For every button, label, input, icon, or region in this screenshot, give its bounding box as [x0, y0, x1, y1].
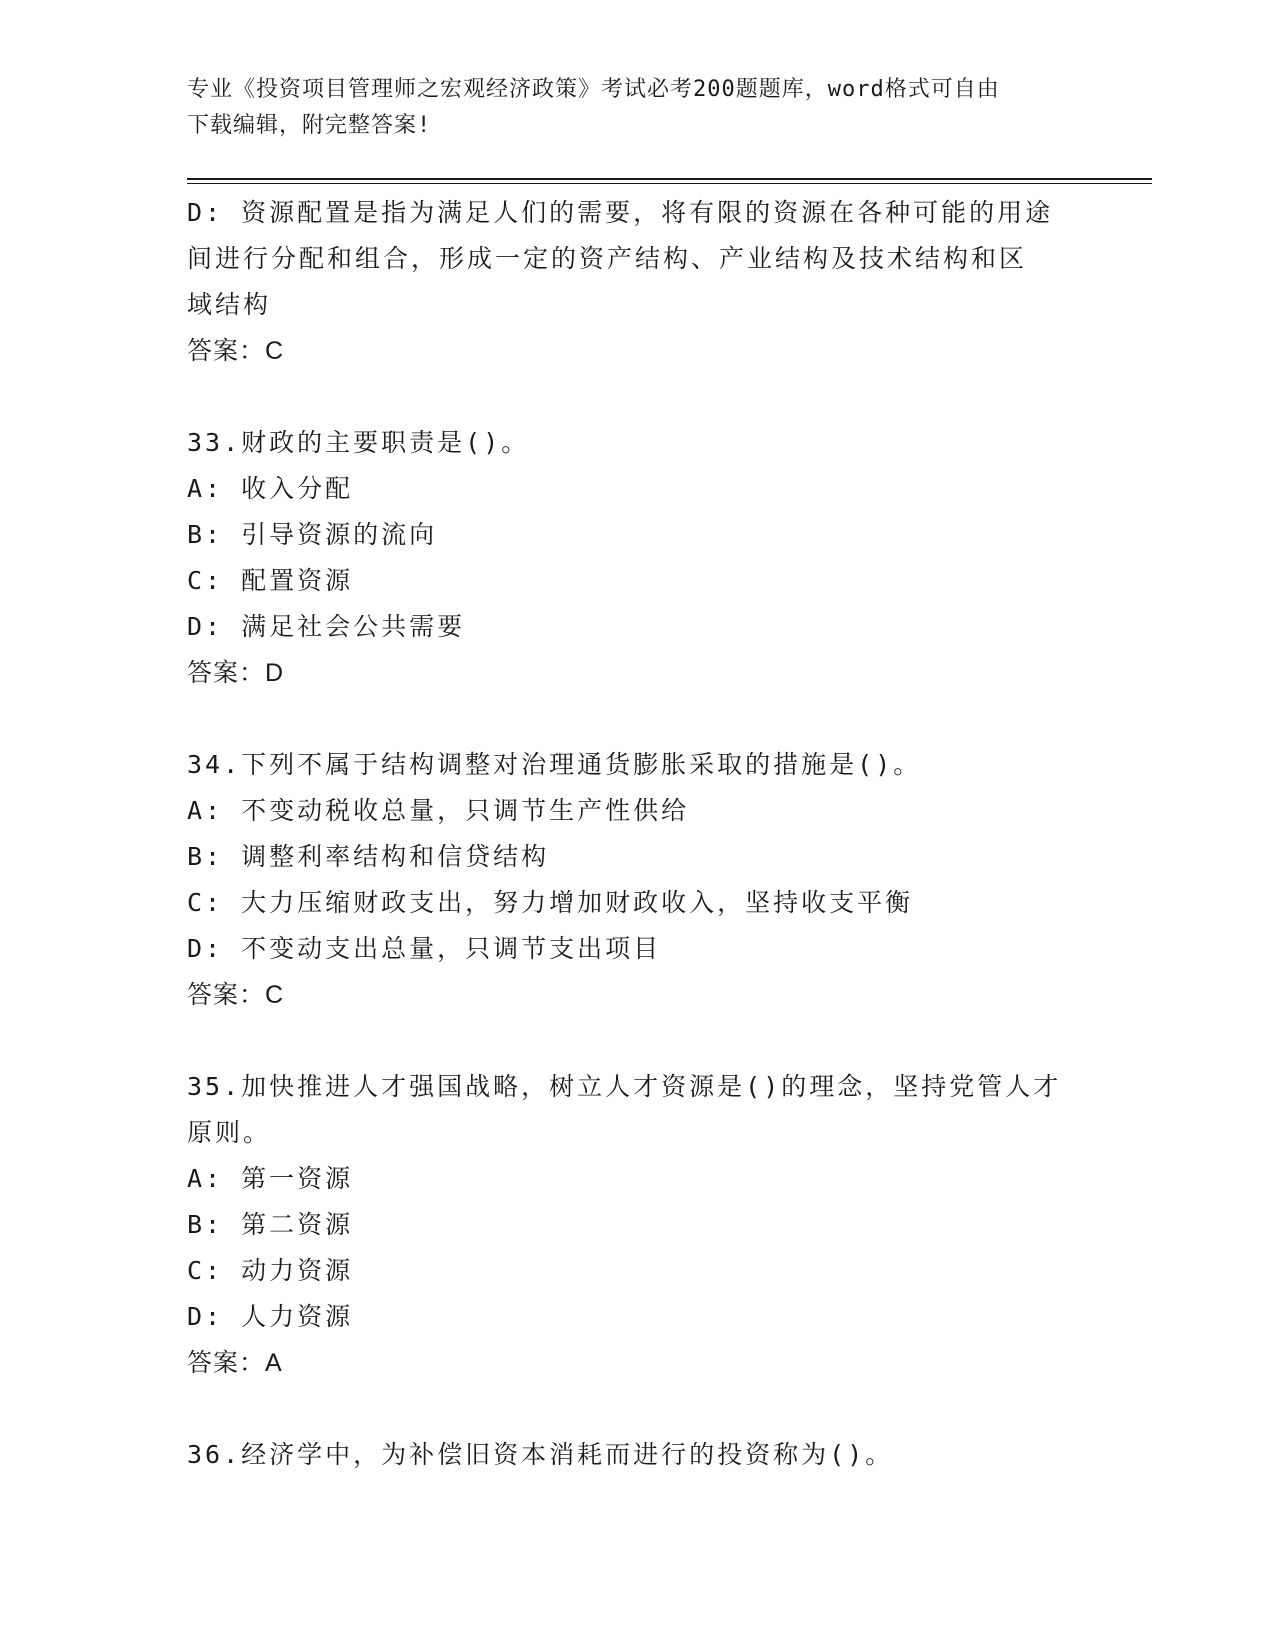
answer-line: 答案：C [187, 337, 285, 365]
option-c: C: 大力压缩财政支出，努力增加财政收入，坚持收支平衡 [187, 888, 914, 917]
question-stem: 35.加快推进人才强国战略，树立人才资源是()的理念，坚持党管人才 [187, 1072, 1062, 1101]
question-stem: 33.财政的主要职责是()。 [187, 428, 530, 457]
header-line-2: 下载编辑，附完整答案! [187, 113, 432, 138]
header-line-1: 专业《投资项目管理师之宏观经济政策》考试必考200题题库，word格式可自由 [187, 77, 1000, 102]
spacer [187, 1386, 1087, 1432]
question-34 [187, 742, 1087, 1018]
question-stem: 34.下列不属于结构调整对治理通货膨胀采取的措施是()。 [187, 750, 922, 779]
question-36 [187, 1432, 1087, 1478]
option-d: D: 满足社会公共需要 [187, 612, 466, 641]
option-d-line: D: 资源配置是指为满足人们的需要，将有限的资源在各种可能的用途 [187, 198, 1054, 227]
question-33 [187, 420, 1087, 696]
option-b: B: 第二资源 [187, 1210, 354, 1239]
option-c: C: 动力资源 [187, 1256, 354, 1285]
question-stem: 36.经济学中，为补偿旧资本消耗而进行的投资称为()。 [187, 1440, 894, 1469]
question-35 [187, 1064, 1087, 1386]
header-divider-thick [187, 178, 1152, 180]
spacer [187, 374, 1087, 420]
spacer [187, 1018, 1087, 1064]
option-a: A: 收入分配 [187, 474, 354, 503]
option-b: B: 调整利率结构和信贷结构 [187, 842, 550, 871]
option-d-line: 间进行分配和组合，形成一定的资产结构、产业结构及技术结构和区 [187, 244, 1028, 273]
answer-line: 答案：D [187, 659, 285, 687]
option-d: D: 不变动支出总量，只调节支出项目 [187, 934, 662, 963]
option-d: D: 人力资源 [187, 1302, 354, 1331]
option-d-line: 域结构 [187, 290, 272, 319]
spacer [187, 696, 1087, 742]
answer-line: 答案：A [187, 1349, 283, 1377]
question-32-continuation [187, 190, 1087, 374]
header-divider-thin [187, 183, 1152, 184]
option-b: B: 引导资源的流向 [187, 520, 438, 549]
option-a: A: 不变动税收总量，只调节生产性供给 [187, 796, 690, 825]
option-c: C: 配置资源 [187, 566, 354, 595]
option-a: A: 第一资源 [187, 1164, 354, 1193]
answer-line: 答案：C [187, 981, 285, 1009]
question-content [187, 190, 1087, 1478]
question-stem-continued: 原则。 [187, 1118, 272, 1147]
document-header [187, 72, 1067, 144]
